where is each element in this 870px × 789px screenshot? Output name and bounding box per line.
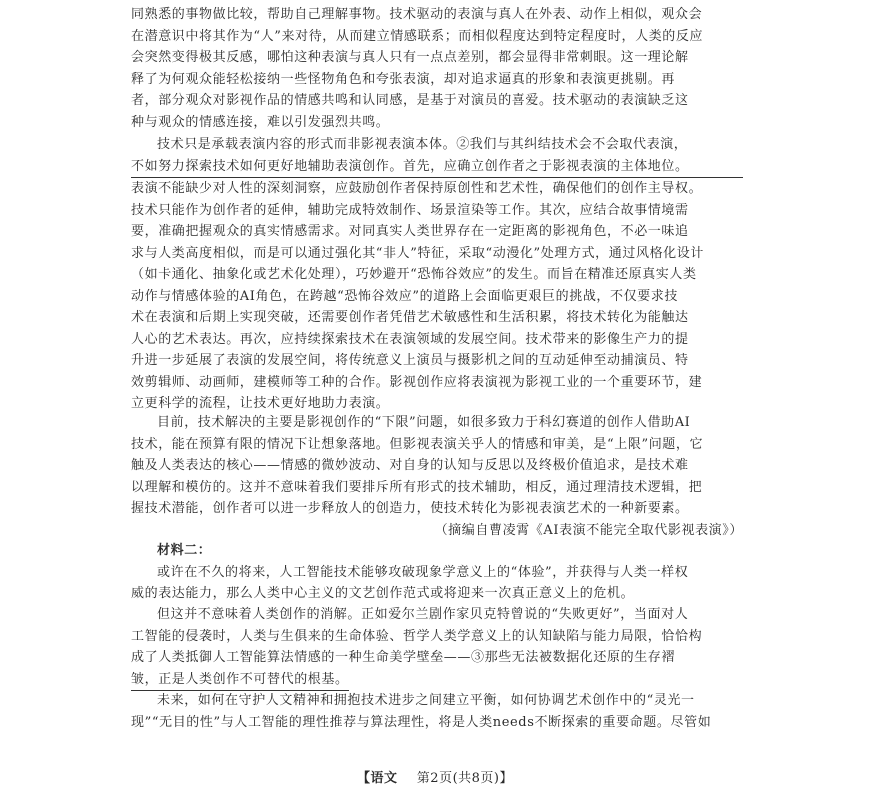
paragraph-1 bbox=[131, 4, 743, 133]
text-line: 或许在不久的将来，人工智能技术能够攻破现象学意义上的“体验”，并获得与人类一样权 bbox=[157, 564, 689, 580]
text-line: 以理解和模仿的。这并不意味着我们要排斥所有形式的技术辅助，相反，通过理清技术逻辑，把 bbox=[131, 479, 703, 495]
text-line: 目前，技术解决的主要是影视创作的“下限”问题，如很多致力于科幻赛道的创作人借助AI bbox=[157, 415, 691, 430]
text-line: 但这并不意味着人类创作的消解。正如爱尔兰剧作家贝克特曾说的“失败更好”，当面对人 bbox=[157, 607, 689, 622]
subject-label: 【语文 bbox=[357, 771, 398, 786]
text-line: 技术，能在预算有限的情况下让想象落地。但影视表演关乎人的情感和审美，是“上限”问题，它 bbox=[131, 436, 704, 452]
text-line: 人心的艺术表达。再次，应持续探索技术在表演领域的发展空间。技术带来的影像生产力的提 bbox=[131, 331, 689, 347]
text-line: 触及人类表达的核心——情感的微妙波动、对自身的认知与反思以及终极价值追求，是技术难 bbox=[131, 458, 689, 473]
source-citation: （摘编自曹凌霄《AI表演不能完全取代影视表演》） bbox=[434, 522, 743, 538]
underlined-line: 皱，正是人类创作不可替代的根基。 bbox=[131, 669, 349, 692]
underlined-line: 不如努力探索技术如何更好地辅助表演创作。首先，应确立创作者之于影视表演的主体地位。 bbox=[131, 156, 743, 179]
page-number: 第2页(共8页)】 bbox=[416, 771, 513, 786]
text-line: 成了人类抵御人工智能算法情感的一种生命美学壁垒——③那些无法被数据化还原的生存褶 bbox=[131, 650, 676, 665]
text-line: 未来，如何在守护人文精神和拥抱技术进步之间建立平衡，如何协调艺术创作中的“灵光一 bbox=[157, 693, 695, 708]
text-line: （如卡通化、抽象化或艺术化处理），巧妙避开“恐怖谷效应”的发生。而旨在精准还原真实人类 bbox=[131, 267, 697, 282]
text-line: 动作与情感体验的AI角色，在跨越“恐怖谷效应”的道路上会面临更艰巨的挑战，不仅要求技 bbox=[131, 288, 679, 304]
paragraph-5 bbox=[131, 604, 743, 695]
text-line: 效剪辑师、动画师，建模师等工种的合作。影视创作应将表演视为影视工业的一个重要环节，建 bbox=[131, 374, 703, 390]
text-line: 要，准确把握观众的真实情感需求。对同真实人类世界存在一定距离的影视角色，不必一味追 bbox=[131, 224, 689, 239]
text-line: 技术只能作为创作者的延伸，辅助完成特效制作、场景渲染等工作。其次，应结合故事情境需 bbox=[131, 202, 689, 218]
text-line: 立更科学的流程，让技术更好地助力表演。 bbox=[131, 396, 390, 411]
text-line: 握技术潜能，创作者可以进一步释放人的创造力，使技术转化为影视表演艺术的一种新要素。 bbox=[131, 501, 689, 516]
page-footer bbox=[0, 767, 870, 786]
text-line: 求与人类高度相似，而是可以通过强化其“非人”特征，采取“动漫化”处理方式，通过风格化设计 bbox=[131, 245, 704, 261]
material-2 bbox=[131, 540, 743, 605]
text-line: 同熟悉的事物做比较，帮助自己理解事物。技术驱动的表演与真人在外表、动作上相似，观众会 bbox=[131, 7, 703, 22]
paragraph-2 bbox=[131, 134, 743, 415]
text-line: 技术只是承载表演内容的形式而非影视表演本体。②我们与其纠结技术会不会取代表演， bbox=[157, 137, 688, 152]
text-line: 工智能的侵袭时，人类与生俱来的生命体验、哲学人类学意义上的认知缺陷与能力局限，恰恰构 bbox=[131, 628, 703, 644]
paragraph-3 bbox=[131, 412, 743, 541]
text-line: 在潜意识中将其作为“人”来对待，从而建立情感联系；而相似程度达到特定程度时，人类的反应 bbox=[131, 28, 704, 44]
text-line: 威的表达能力，那么人类中心主义的文艺创作范式或将迎来一次真正意义上的危机。 bbox=[131, 586, 635, 601]
text-line: 升进一步延展了表演的发展空间，将传统意义上演员与摄影机之间的互动延伸至动捕演员、特 bbox=[131, 353, 689, 368]
text-line: 者，部分观众对影视作品的情感共鸣和认同感，是基于对演员的喜爱。技术驱动的表演缺乏这 bbox=[131, 93, 689, 108]
text-line: 会突然变得极其反感，哪怕这种表演与真人只有一点点差别，都会显得非常刺眼。这一理论解 bbox=[131, 50, 689, 65]
text-line: 现”“无目的性”与人工智能的理性推荐与算法理性，将是人类needs不断探索的重要命题。尽管如 bbox=[131, 714, 712, 730]
text-line: 释了为何观众能轻松接纳一些怪物角色和夸张表演，却对追求逼真的形象和表演更挑剔。再 bbox=[131, 71, 676, 87]
text-line: 术在表演和后期上实现突破，还需要创作者凭借艺术敏感性和生活积累，将技术转化为能触达 bbox=[131, 310, 689, 325]
text-line: 种与观众的情感连接，难以引发强烈共鸣。 bbox=[131, 114, 390, 130]
paragraph-6 bbox=[131, 690, 743, 733]
text-line: 表演不能缺少对人性的深刻洞察，应鼓励创作者保持原创性和艺术性，确保他们的创作主导权。 bbox=[131, 181, 703, 196]
section-label: 材料二： bbox=[157, 543, 212, 558]
